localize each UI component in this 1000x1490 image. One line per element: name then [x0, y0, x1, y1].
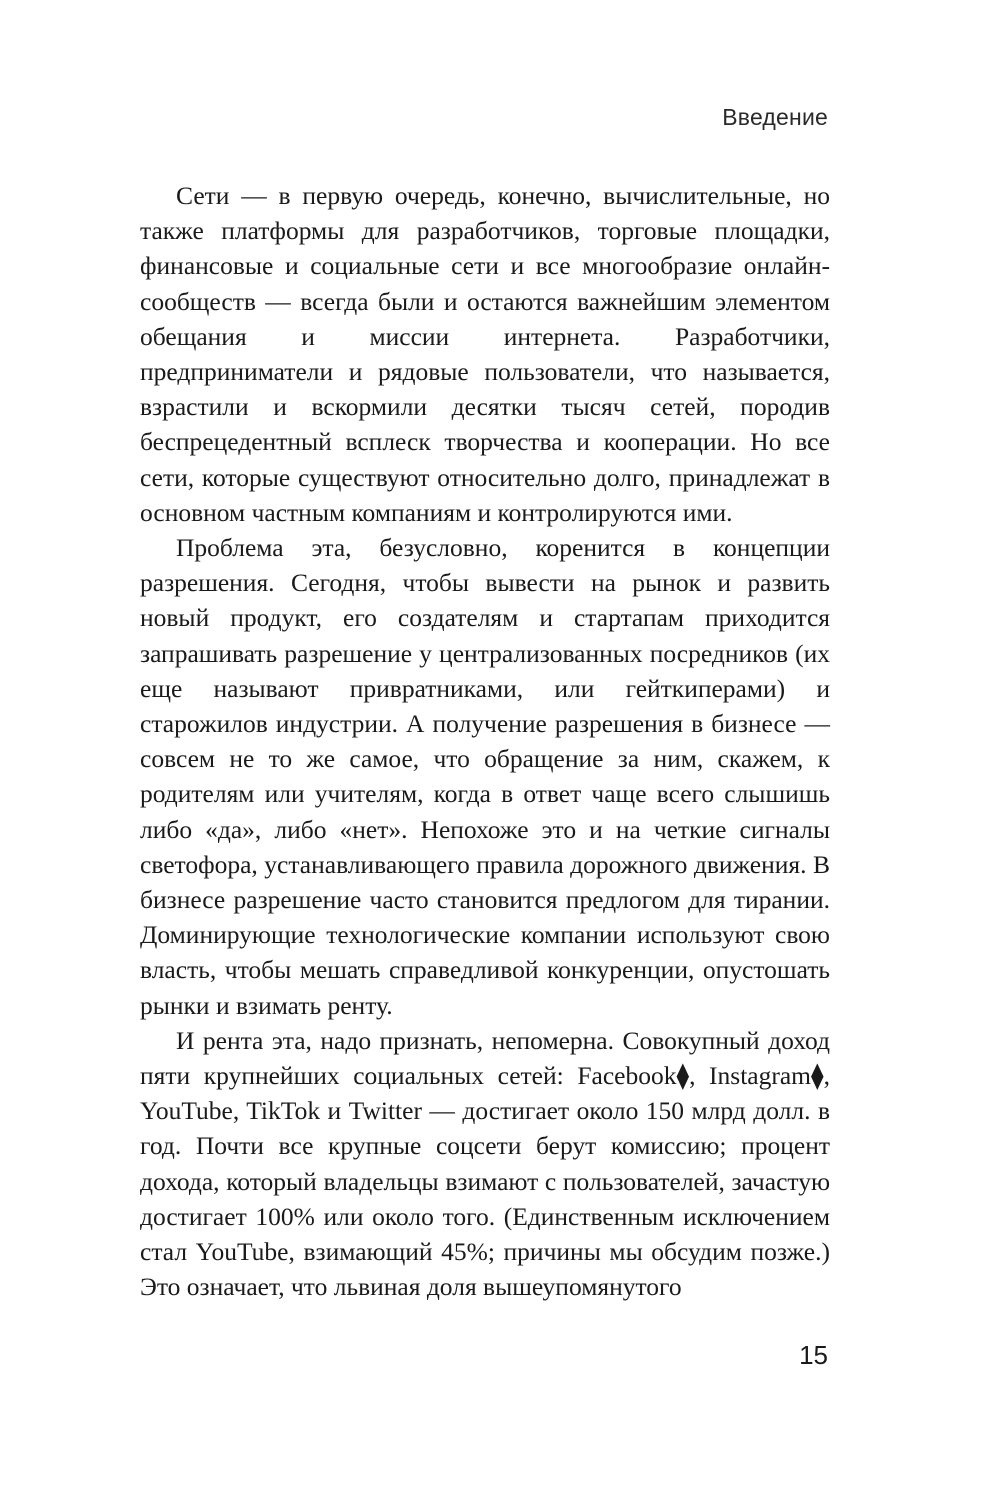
- paragraph-2: Проблема эта, безусловно, коренится в концепции разрешения. Сегодня, чтобы вывести на рынок и развить новый продукт, его создателям и стартапам приходится запрашивать разрешение у централизованных посредников (их еще называют привратниками, или гейткиперами) и старожилов индустрии. А получение разрешения в бизнесе — совсем не то же самое, что обращение за ним, скажем, к родителям или учителям, когда в ответ чаще всего слышишь либо «да», либо «нет». Непохоже это и на четкие сигналы светофора, устанавливающего правила дорожного движения. В бизнесе разрешение часто становится предлогом для тирании. Доминирующие технологические компании используют свою власть, чтобы мешать справедливой конкуренции, опустошать рынки и взимать ренту.: [140, 533, 830, 1020]
- page-number: 15: [799, 1340, 828, 1370]
- paragraph-1: Сети — в первую очередь, конечно, вычислительные, но также платформы для разработчиков, торговые площадки, финансовые и социальные сети и все многообразие онлайн-сообществ — всегда были и остаются важнейшим элементом обещания и миссии интернета. Разработчики, предприниматели и рядовые пользователи, что называется, взрастили и вскормили десятки тысяч сетей, породив беспрецедентный всплеск творчества и кооперации. Но все сети, которые существуют относительно долго, принадлежат в основном частным компаниям и контролируются ими.: [140, 181, 830, 527]
- running-header-title: Введение: [722, 104, 828, 130]
- body-text: [140, 178, 830, 1305]
- paragraph-3: И рента эта, надо признать, непомерна. Совокупный доход пяти крупнейших социальных сетей: Facebook⧫, Instagram⧫, YouTube, TikTok и Twitter — достигает около 150 млрд долл. в год. Почти все крупные соцсети берут комиссию; процент дохода, который владельцы взимают с пользователей, зачастую достигает 100% или около того. (Единственным исключением стал YouTube, взимающий 45%; причины мы обсудим позже.) Это означает, что львиная доля вышеупомянутого: [140, 1025, 830, 1302]
